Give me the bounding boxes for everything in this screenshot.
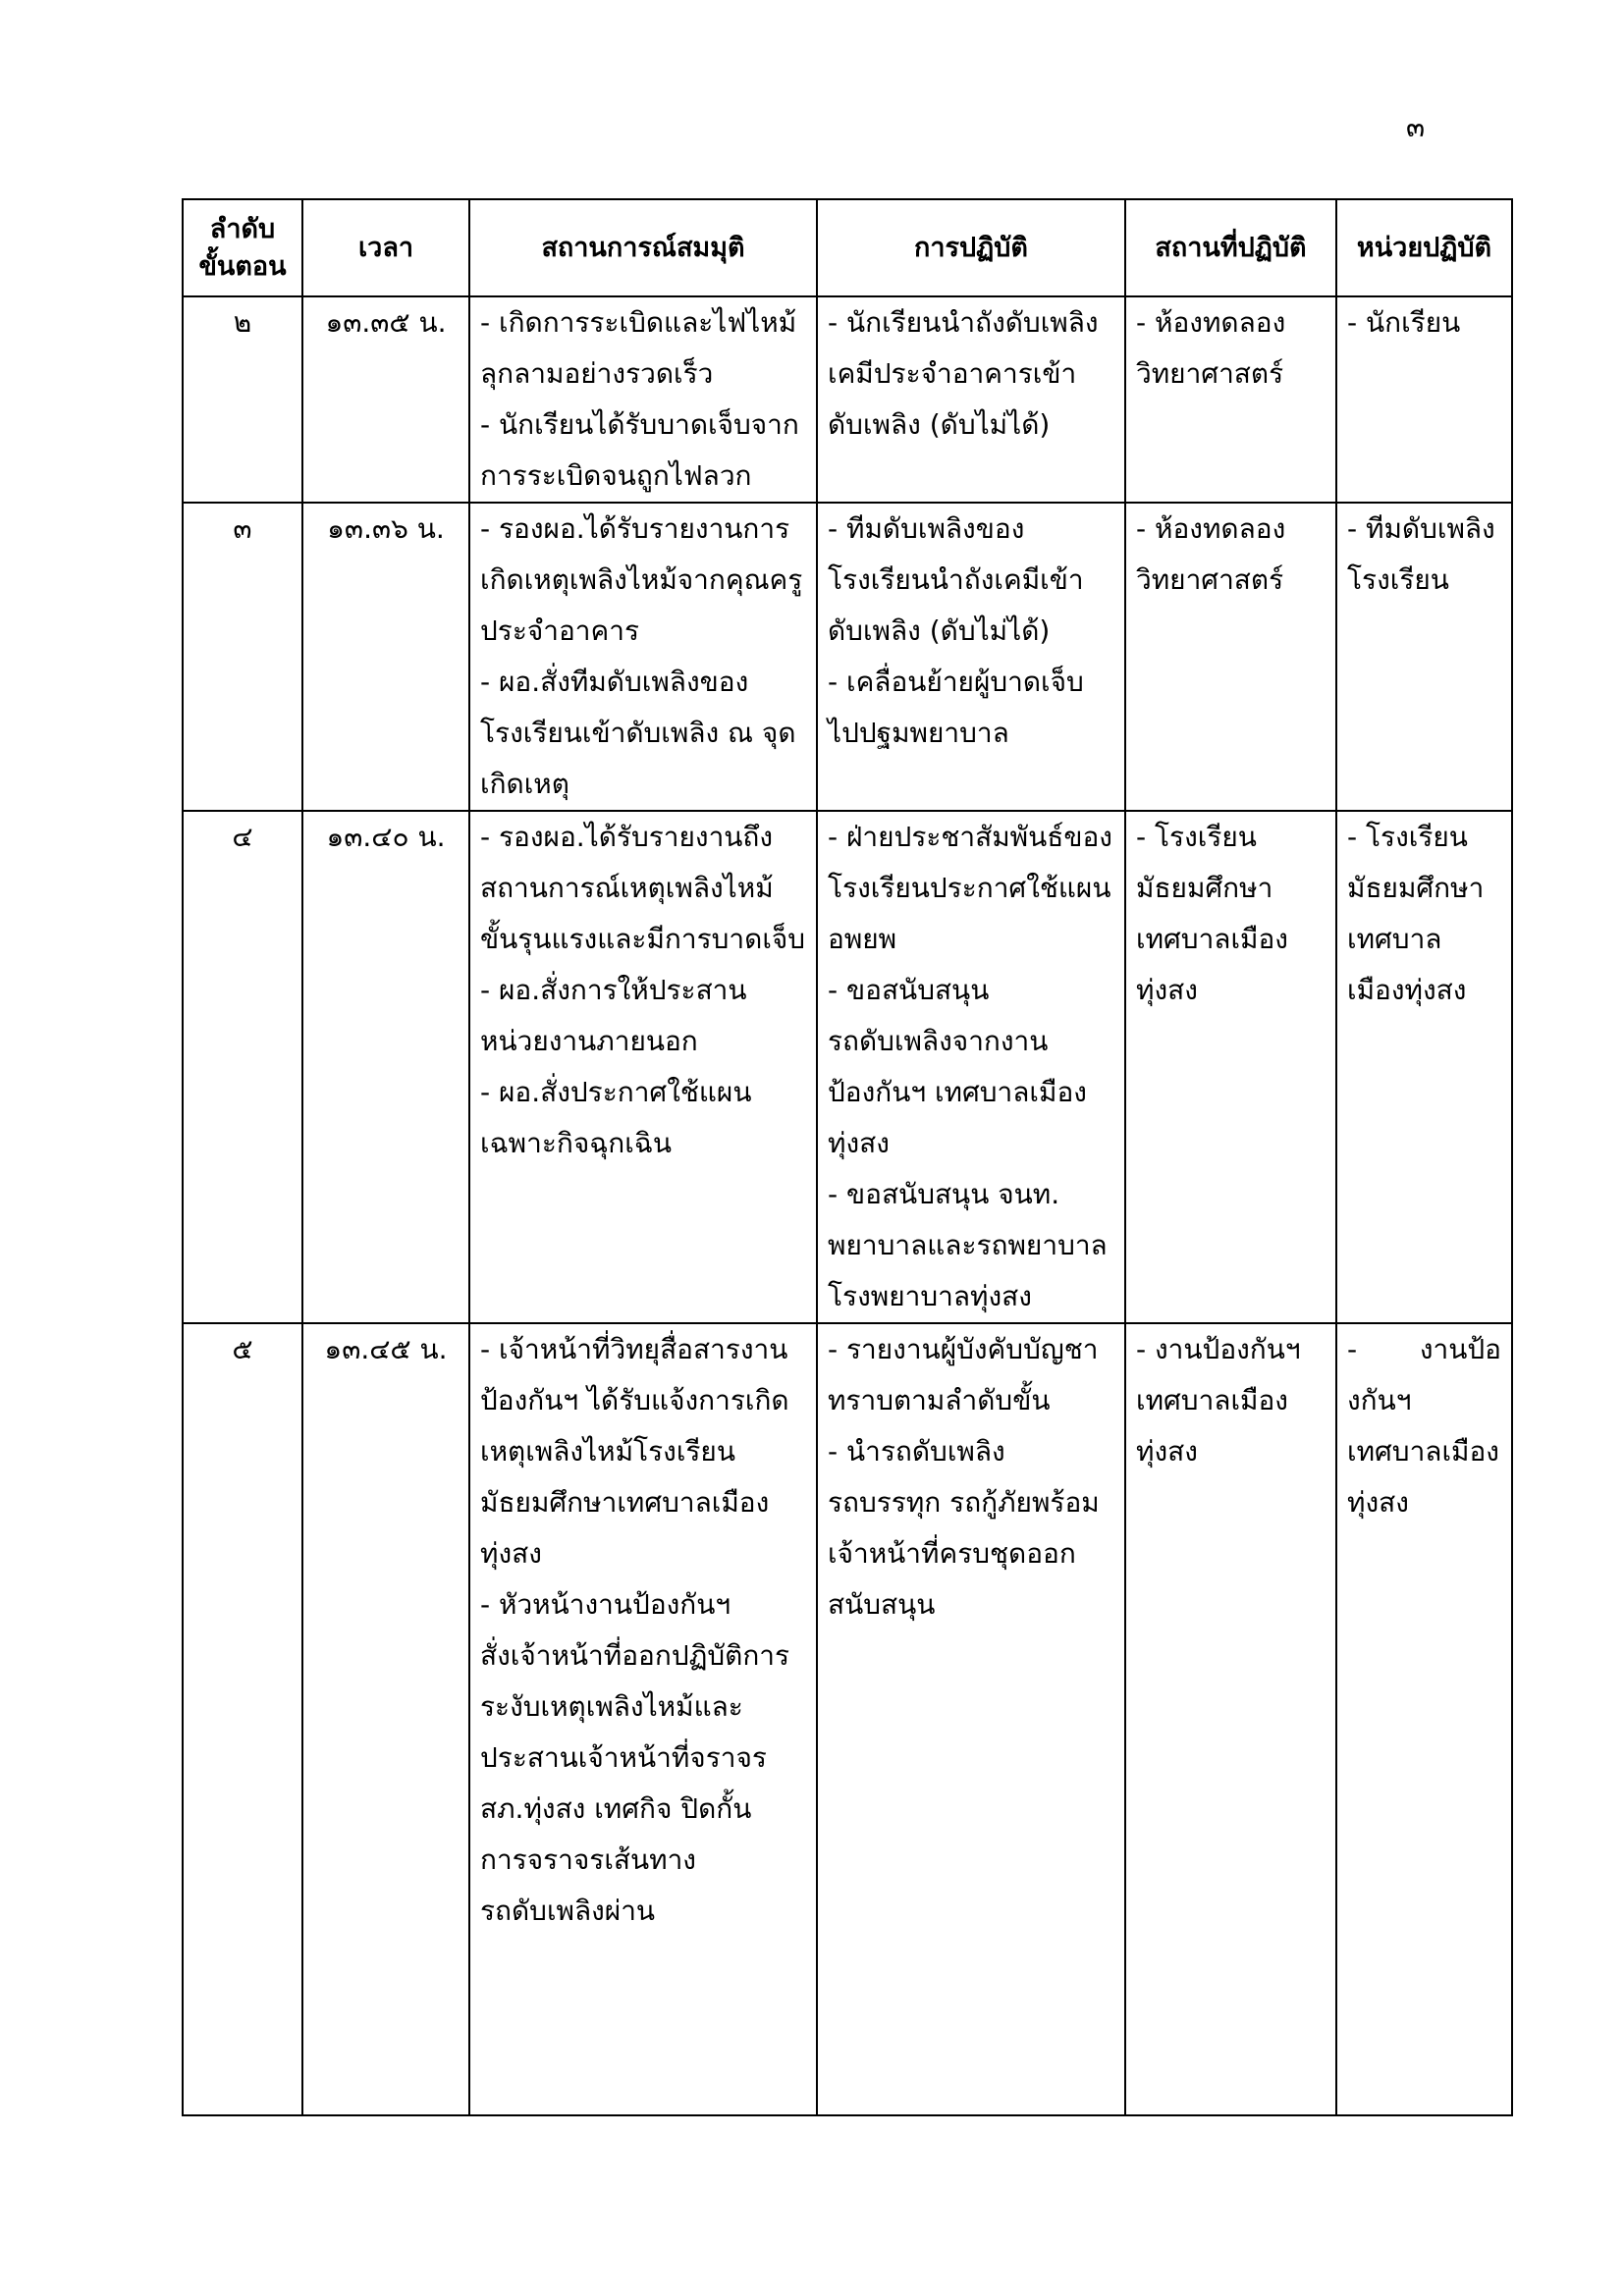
header-scenario: สถานการณ์สมมุติ bbox=[469, 199, 817, 296]
scenario-line: ประจำอาคาร bbox=[480, 614, 640, 647]
place-line: - ห้องทดลอง bbox=[1136, 512, 1286, 545]
action-line: อพยพ bbox=[828, 923, 897, 955]
action-line: ดับเพลิง (ดับไม่ได้) bbox=[828, 408, 1051, 441]
action-line: รถบรรทุก รถกู้ภัยพร้อม bbox=[828, 1486, 1100, 1519]
scenario-line: - เกิดการระเบิดและไฟไหม้ bbox=[480, 306, 797, 339]
action-line: ไปปฐมพยาบาล bbox=[828, 717, 1009, 749]
header-step bbox=[183, 199, 302, 296]
scenario-line: ป้องกันฯ ได้รับแจ้งการเกิด bbox=[480, 1384, 789, 1416]
cell-step: ๔ bbox=[183, 811, 302, 1323]
cell-time: ๑๓.๓๕ น. bbox=[302, 296, 469, 503]
scenario-line: - ผอ.สั่งประกาศใช้แผน bbox=[480, 1076, 752, 1108]
exercise-plan-table bbox=[182, 198, 1513, 2116]
place-line: - ห้องทดลอง bbox=[1136, 306, 1286, 339]
unit-line: เมืองทุ่งสง bbox=[1347, 974, 1467, 1006]
unit-line: เทศบาลเมือง bbox=[1347, 1435, 1499, 1468]
action-line: พยาบาลและรถพยาบาล bbox=[828, 1229, 1108, 1261]
scenario-line: - รองผอ.ได้รับรายงานการ bbox=[480, 512, 790, 545]
unit-line: โรงเรียน bbox=[1347, 563, 1449, 596]
scenario-line: สถานการณ์เหตุเพลิงไหม้ bbox=[480, 872, 774, 904]
action-line: ดับเพลิง (ดับไม่ได้) bbox=[828, 614, 1051, 647]
cell-time: ๑๓.๔๐ น. bbox=[302, 811, 469, 1323]
action-line: โรงเรียนนำถังเคมีเข้า bbox=[828, 563, 1084, 596]
cell-action bbox=[817, 1323, 1125, 2115]
header-unit: หน่วยปฏิบัติ bbox=[1336, 199, 1512, 296]
place-line: - โรงเรียน bbox=[1136, 821, 1257, 853]
scenario-line: สั่งเจ้าหน้าที่ออกปฏิบัติการ bbox=[480, 1639, 790, 1672]
scenario-line: เกิดเหตุเพลิงไหม้จากคุณครู bbox=[480, 563, 803, 596]
page-number: ๓ bbox=[1406, 111, 1426, 143]
scenario-line: - นักเรียนได้รับบาดเจ็บจาก bbox=[480, 408, 799, 441]
unit-line: - ทีมดับเพลิง bbox=[1347, 512, 1495, 545]
scenario-line: สภ.ทุ่งสง เทศกิจ ปิดกั้น bbox=[480, 1792, 752, 1825]
scenario-line: โรงเรียนเข้าดับเพลิง ณ จุด bbox=[480, 717, 796, 749]
cell-place bbox=[1125, 296, 1336, 503]
action-line: เจ้าหน้าที่ครบชุดออก bbox=[828, 1537, 1076, 1570]
cell-scenario bbox=[469, 1323, 817, 2115]
cell-unit bbox=[1336, 503, 1512, 811]
action-line: - ฝ่ายประชาสัมพันธ์ของ bbox=[828, 821, 1112, 853]
header-step-label: ลำดับ ขั้นตอน bbox=[198, 213, 287, 282]
cell-unit bbox=[1336, 1323, 1512, 2115]
scenario-line: ลุกลามอย่างรวดเร็ว bbox=[480, 357, 714, 390]
table-row bbox=[183, 503, 1512, 811]
table-header-row bbox=[183, 199, 1512, 296]
cell-action bbox=[817, 296, 1125, 503]
place-line: วิทยาศาสตร์ bbox=[1136, 357, 1284, 390]
action-line: - นักเรียนนำถังดับเพลิง bbox=[828, 306, 1099, 339]
scenario-line: - ผอ.สั่งทีมดับเพลิงของ bbox=[480, 666, 749, 698]
place-line: ทุ่งสง bbox=[1136, 1435, 1198, 1468]
action-line: รถดับเพลิงจากงาน bbox=[828, 1025, 1049, 1057]
cell-time: ๑๓.๓๖ น. bbox=[302, 503, 469, 811]
scenario-line: เหตุเพลิงไหม้โรงเรียน bbox=[480, 1435, 735, 1468]
action-line: สนับสนุน bbox=[828, 1588, 936, 1621]
scenario-line: การจราจรเส้นทาง bbox=[480, 1843, 696, 1876]
action-line: - เคลื่อนย้ายผู้บาดเจ็บ bbox=[828, 666, 1084, 698]
cell-action bbox=[817, 811, 1125, 1323]
unit-line: เทศบาล bbox=[1347, 923, 1442, 955]
action-line: โรงเรียนประกาศใช้แผน bbox=[828, 872, 1111, 904]
scenario-line: - รองผอ.ได้รับรายงานถึง bbox=[480, 821, 774, 853]
action-line: - ขอสนับสนุน จนท. bbox=[828, 1178, 1060, 1210]
cell-step: ๕ bbox=[183, 1323, 302, 2115]
unit-line: มัธยมศึกษา bbox=[1347, 872, 1485, 904]
cell-step: ๓ bbox=[183, 503, 302, 811]
scenario-line: - ผอ.สั่งการให้ประสาน bbox=[480, 974, 747, 1006]
header-action: การปฏิบัติ bbox=[817, 199, 1125, 296]
cell-scenario bbox=[469, 811, 817, 1323]
action-line: - ขอสนับสนุน bbox=[828, 974, 990, 1006]
scenario-line: - หัวหน้างานป้องกันฯ bbox=[480, 1588, 731, 1621]
action-line: - รายงานผู้บังคับบัญชา bbox=[828, 1333, 1099, 1365]
scenario-line: เฉพาะกิจฉุกเฉิน bbox=[480, 1127, 673, 1159]
cell-scenario bbox=[469, 296, 817, 503]
table-row bbox=[183, 296, 1512, 503]
cell-scenario bbox=[469, 503, 817, 811]
action-line: เคมีประจำอาคารเข้า bbox=[828, 357, 1077, 390]
table-row bbox=[183, 811, 1512, 1323]
header-place: สถานที่ปฏิบัติ bbox=[1125, 199, 1336, 296]
scenario-line: ประสานเจ้าหน้าที่จราจร bbox=[480, 1741, 767, 1774]
cell-unit bbox=[1336, 811, 1512, 1323]
cell-place bbox=[1125, 1323, 1336, 2115]
cell-action bbox=[817, 503, 1125, 811]
scenario-line: ขั้นรุนแรงและมีการบาดเจ็บ bbox=[480, 923, 806, 955]
place-line: เทศบาลเมือง bbox=[1136, 923, 1288, 955]
action-line: - นำรถดับเพลิง bbox=[828, 1435, 1005, 1468]
place-line: วิทยาศาสตร์ bbox=[1136, 563, 1284, 596]
scenario-line: เกิดเหตุ bbox=[480, 768, 569, 800]
scenario-line: หน่วยงานภายนอก bbox=[480, 1025, 698, 1057]
place-line: - งานป้องกันฯ bbox=[1136, 1333, 1301, 1365]
scenario-line: ระงับเหตุเพลิงไหม้และ bbox=[480, 1690, 743, 1723]
place-line: มัธยมศึกษา bbox=[1136, 872, 1273, 904]
scenario-line: - เจ้าหน้าที่วิทยุสื่อสารงาน bbox=[480, 1333, 788, 1365]
header-time: เวลา bbox=[302, 199, 469, 296]
scenario-line: มัธยมศึกษาเทศบาลเมือง bbox=[480, 1486, 770, 1519]
scenario-line: ทุ่งสง bbox=[480, 1537, 542, 1570]
unit-line: ทุ่งสง bbox=[1347, 1486, 1409, 1519]
cell-place bbox=[1125, 811, 1336, 1323]
cell-unit bbox=[1336, 296, 1512, 503]
scenario-line: การระเบิดจนถูกไฟลวก bbox=[480, 459, 752, 492]
action-line: ทราบตามลำดับขั้น bbox=[828, 1384, 1051, 1416]
place-line: ทุ่งสง bbox=[1136, 974, 1198, 1006]
action-line: ป้องกันฯ เทศบาลเมือง bbox=[828, 1076, 1087, 1108]
unit-line: - นักเรียน bbox=[1347, 306, 1461, 339]
unit-line: - โรงเรียน bbox=[1347, 821, 1468, 853]
scenario-line: รถดับเพลิงผ่าน bbox=[480, 1895, 656, 1927]
cell-time: ๑๓.๔๕ น. bbox=[302, 1323, 469, 2115]
action-line: โรงพยาบาลทุ่งสง bbox=[828, 1280, 1032, 1312]
cell-place bbox=[1125, 503, 1336, 811]
table-row bbox=[183, 1323, 1512, 2115]
action-line: ทุ่งสง bbox=[828, 1127, 890, 1159]
unit-line: - งานป้องกันฯ bbox=[1347, 1333, 1501, 1416]
cell-step: ๒ bbox=[183, 296, 302, 503]
action-line: - ทีมดับเพลิงของ bbox=[828, 512, 1025, 545]
place-line: เทศบาลเมือง bbox=[1136, 1384, 1288, 1416]
